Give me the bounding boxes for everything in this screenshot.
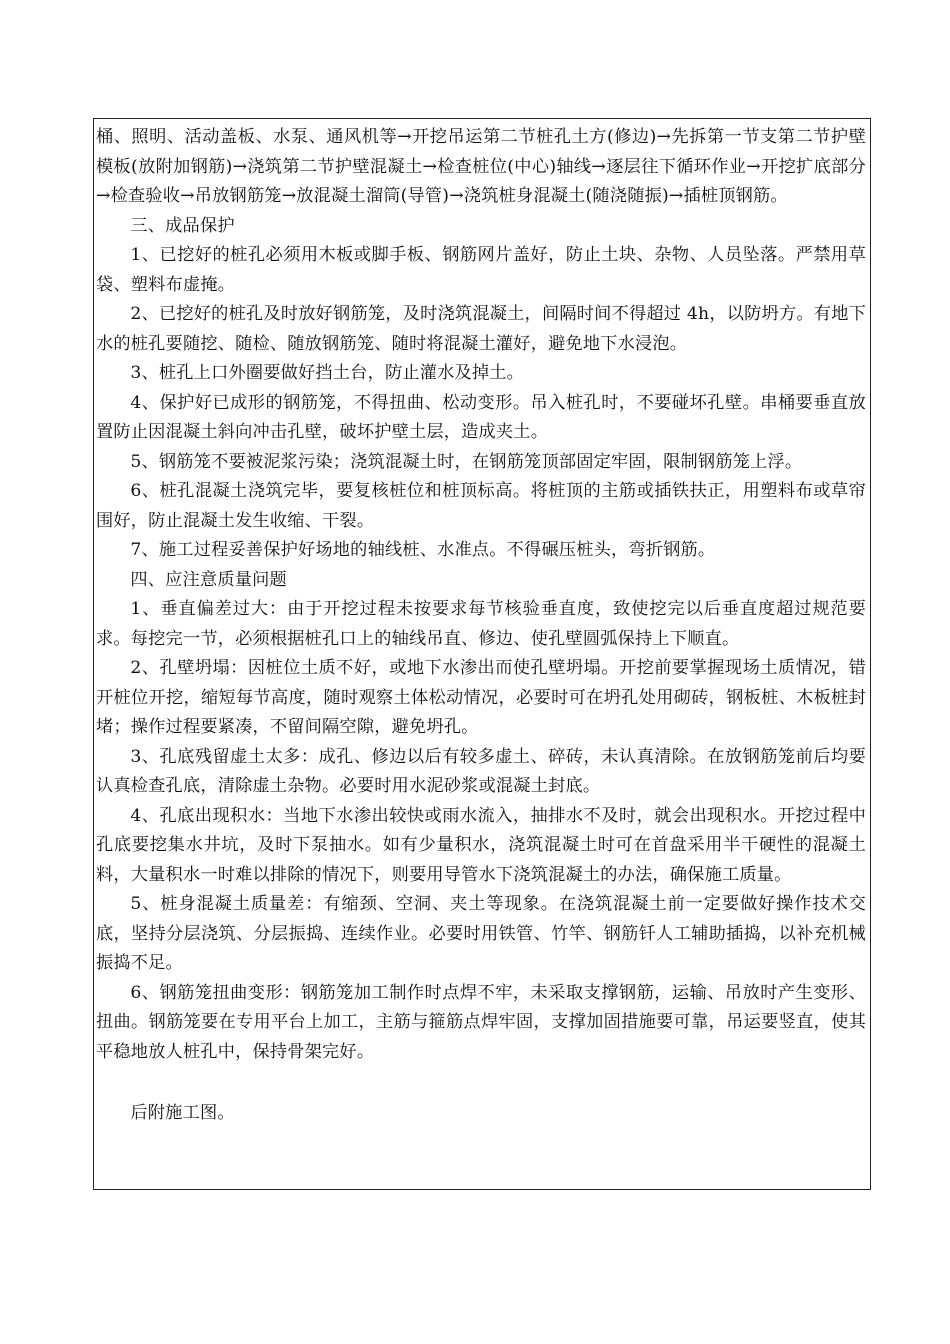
protection-item-1: 1、已挖好的桩孔必须用木板或脚手板、钢筋网片盖好，防止土块、杂物、人员坠落。严禁用草袋、塑料布虚掩。: [96, 245, 866, 295]
quality-issue-1: 1、垂直偏差过大：由于开挖过程未按要求每节核验垂直度，致使挖完以后垂直度超过规范要求。每挖完一节，必须根据桩孔口上的轴线吊直、修边、使孔壁圆弧保持上下顺直。: [96, 599, 866, 649]
protection-item-6: 6、桩孔混凝土浇筑完毕，要复核桩位和桩顶标高。将桩顶的主筋或插铁扶正，用塑料布或草帘围好，防止混凝土发生收缩、干裂。: [96, 481, 866, 531]
quality-issue-3: 3、孔底残留虚土太多：成孔、修边以后有较多虚土、碎砖，未认真清除。在放钢筋笼前后均要认真检查孔底，清除虚土杂物。必要时用水泥砂浆或混凝土封底。: [96, 746, 866, 796]
quality-issue-5: 5、桩身混凝土质量差：有缩颈、空洞、夹土等现象。在浇筑混凝土前一定要做好操作技术交底，坚持分层浇筑、分层振捣、连续作业。必要时用铁管、竹竿、钢筋钎人工辅助插捣，以补充机械振捣不足。: [96, 894, 866, 973]
appendix-note: 后附施工图。: [130, 1103, 235, 1123]
section-heading-quality-issues: 四、应注意质量问题: [130, 569, 287, 590]
protection-item-7: 7、施工过程妥善保护好场地的轴线桩、水准点。不得碾压桩头，弯折钢筋。: [130, 540, 716, 560]
protection-item-4: 4、保护好已成形的钢筋笼，不得扭曲、松动变形。吊入桩孔时，不要碰坏孔壁。串桶要垂直放置防止因混凝土斜向冲击孔壁，破坏护壁土层，造成夹土。: [96, 392, 866, 442]
quality-issue-6: 6、钢筋笼扭曲变形：钢筋笼加工制作时点焊不牢，未采取支撑钢筋，运输、吊放时产生变形、扭曲。钢筋笼要在专用平台上加工，主筋与箍筋点焊牢固，支撑加固措施要可靠，吊运要竖直，使其平稳地放人桩孔中，保持骨架完好。: [96, 982, 866, 1062]
blank-spacer: [96, 1067, 866, 1099]
protection-item-5: 5、钢筋笼不要被泥浆污染；浇筑混凝土时，在钢筋笼顶部固定牢固，限制钢筋笼上浮。: [130, 451, 803, 472]
protection-item-2: 2、已挖好的桩孔及时放好钢筋笼，及时浇筑混凝土，间隔时间不得超过 4h，以防坍方。有地下水的桩孔要随挖、随检、随放钢筋笼、随时将混凝土灌好，避免地下水浸泡。: [96, 304, 866, 354]
section-heading-finished-product-protection: 三、成品保护: [130, 215, 235, 236]
document-frame: [93, 118, 871, 1190]
process-tail-paragraph: 桶、照明、活动盖板、水泵、通风机等→开挖吊运第二节桩孔土方(修边)→先拆第一节支第二节护壁模板(放附加钢筋)→浇筑第二节护壁混凝土→检查桩位(中心)轴线→逐层往下循环作业→开挖扩底部分→检查验收→吊放钢筋笼→放混凝土溜筒(导管)→浇筑桩身混凝土(随浇随振)→插桩顶钢筋。: [96, 127, 866, 206]
protection-item-3: 3、桩孔上口外圈要做好挡土台，防止灌水及掉土。: [130, 363, 525, 383]
quality-issue-4: 4、孔底出现积水：当地下水渗出较快或雨水流入，抽排水不及时，就会出现积水。开挖过程中孔底要挖集水井坑，及时下泵抽水。如有少量积水，浇筑混凝土时可在首盘采用半干硬性的混凝土料，大量积水一时难以排除的情况下，则要用导管水下浇筑混凝土的办法，确保施工质量。: [96, 805, 866, 885]
quality-issue-2: 2、孔壁坍塌：因桩位土质不好，或地下水渗出而使孔壁坍塌。开挖前要掌握现场土质情况，错开桩位开挖，缩短每节高度，随时观察土体松动情况，必要时可在坍孔处用砌砖，钢板桩、木板桩封堵；操作过程要紧凑，不留间隔空隙，避免坍孔。: [96, 658, 866, 737]
document-body: [96, 123, 866, 1129]
